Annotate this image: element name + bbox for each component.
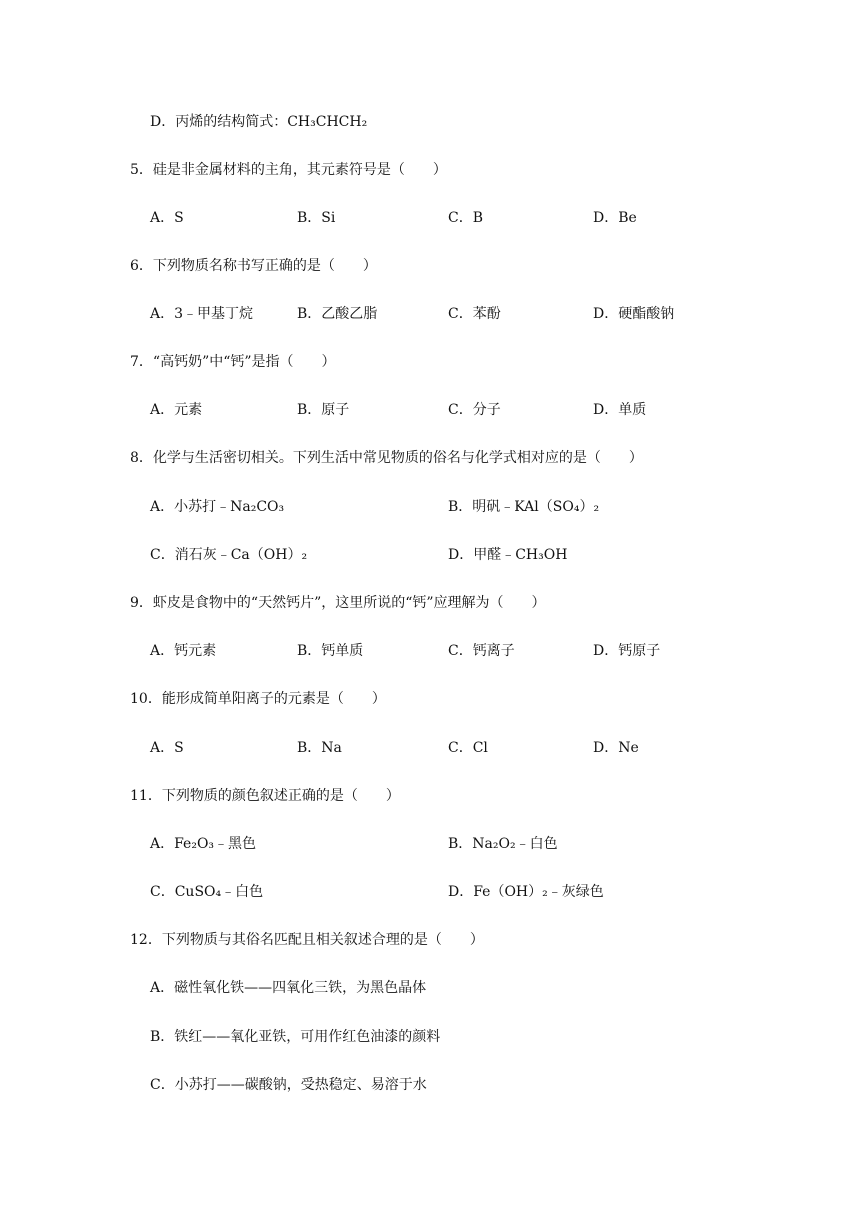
q12-option-a: A．磁性氧化铁——四氧化三铁，为黑色晶体 [150,980,427,996]
q5-option-a: A．S [150,210,184,226]
q10-option-c: C．Cl [448,740,488,756]
q9-option-d: D．钙原子 [593,643,661,659]
q7-option-a: A．元素 [150,402,203,418]
q6-option-a: A．3﹣甲基丁烷 [150,306,254,322]
q9-option-b: B．钙单质 [297,643,364,659]
q6-option-b: B．乙酸乙脂 [297,306,378,322]
q6-option-c: C．苯酚 [448,306,501,322]
question-10-stem: 10．能形成简单阳离子的元素是（ ） [130,691,386,707]
question-11-stem: 11．下列物质的颜色叙述正确的是（ ） [130,788,400,804]
q5-option-d: D．Be [593,210,637,226]
q4-option-d: D．丙烯的结构简式：CH₃CHCH₂ [150,114,368,130]
q10-option-b: B．Na [297,740,342,756]
question-8-stem: 8．化学与生活密切相关。下列生活中常见物质的俗名与化学式相对应的是（ ） [130,450,643,466]
q5-option-c: C．B [448,210,483,226]
q9-option-a: A．钙元素 [150,643,217,659]
q11-option-b: B．Na₂O₂﹣白色 [448,836,558,852]
question-5-stem: 5．硅是非金属材料的主角，其元素符号是（ ） [130,162,447,178]
q10-option-a: A．S [150,740,184,756]
question-12-stem: 12．下列物质与其俗名匹配且相关叙述合理的是（ ） [130,932,484,948]
question-9-stem: 9．虾皮是食物中的“天然钙片”，这里所说的“钙”应理解为（ ） [130,595,546,611]
q11-option-d: D．Fe（OH）₂﹣灰绿色 [448,884,604,900]
q10-option-d: D．Ne [593,740,639,756]
q11-option-c: C．CuSO₄﹣白色 [150,884,264,900]
q8-option-d: D．甲醛﹣CH₃OH [448,547,568,563]
q6-option-d: D．硬酯酸钠 [593,306,675,322]
q12-option-c: C．小苏打——碳酸钠，受热稳定、易溶于水 [150,1077,427,1093]
q8-option-a: A．小苏打﹣Na₂CO₃ [150,499,285,515]
question-7-stem: 7．“高钙奶”中“钙”是指（ ） [130,354,336,370]
q7-option-d: D．单质 [593,402,647,418]
q7-option-c: C．分子 [448,402,501,418]
q5-option-b: B．Si [297,210,336,226]
q7-option-b: B．原子 [297,402,350,418]
q11-option-a: A．Fe₂O₃﹣黑色 [150,836,257,852]
q8-option-b: B．明矾﹣KAl（SO₄）₂ [448,499,600,515]
q9-option-c: C．钙离子 [448,643,515,659]
q8-option-c: C．消石灰﹣Ca（OH）₂ [150,547,308,563]
q12-option-b: B．铁红——氧化亚铁，可用作红色油漆的颜料 [150,1029,441,1045]
question-6-stem: 6．下列物质名称书写正确的是（ ） [130,258,377,274]
